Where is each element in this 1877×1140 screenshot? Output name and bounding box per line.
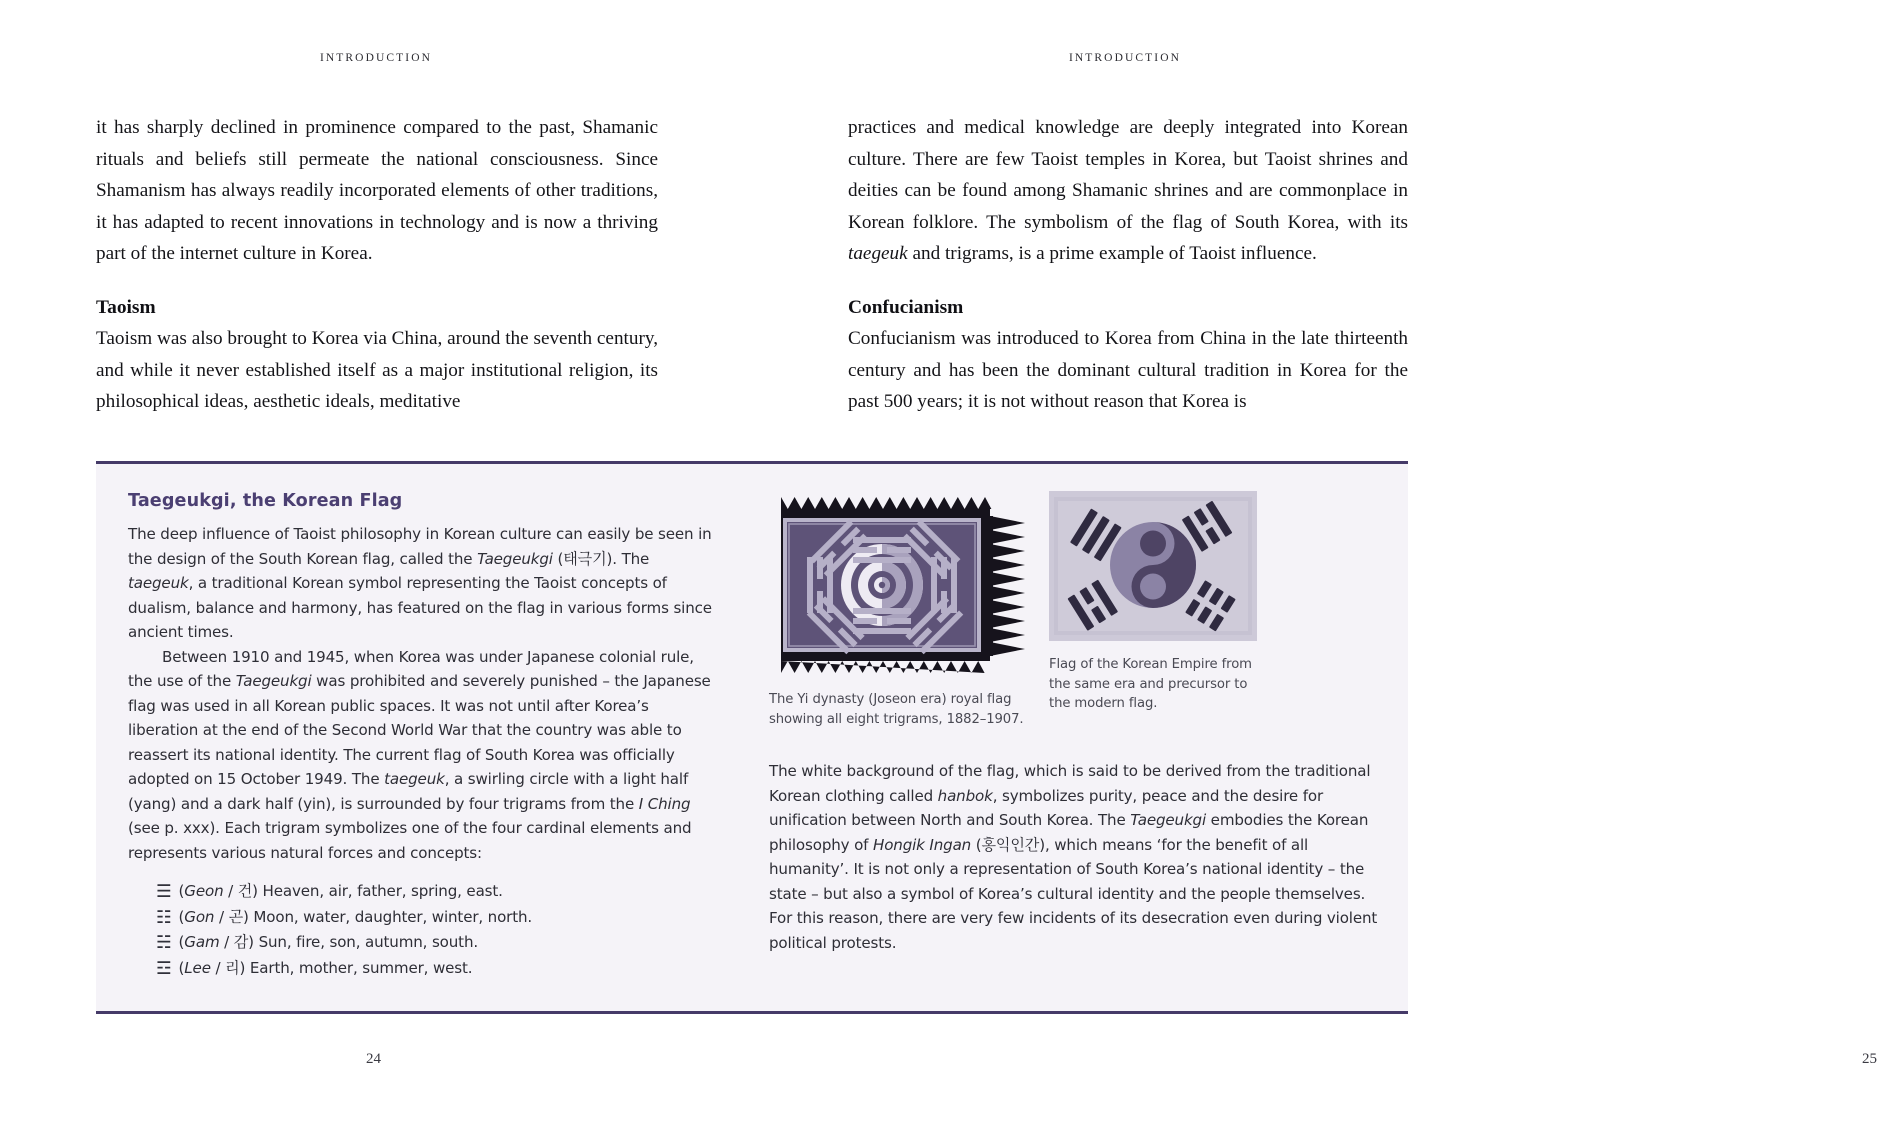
- fp2-seg2: was prohibited and severely punished – the Japanese flag was used in all Korean public spaces. It was not until after Korea’s liberation at the end of the Second World War that the country was able to reassert its national identity. The current flag of South Korea was officially adopted on 15 October 1949. The: [128, 672, 711, 788]
- trigram-item: [156, 905, 717, 931]
- trigram-roman: Gon: [184, 907, 215, 926]
- trigram-text: (Gam / 감) Sun, fire, son, autumn, south.: [178, 933, 479, 952]
- feature-box-taegeukgi: [96, 461, 1408, 1014]
- figure-yi-dynasty-flag: [769, 491, 1027, 729]
- korean-empire-flag-illustration: [1049, 491, 1257, 641]
- fc-italic2: Taegeukgi: [1130, 811, 1207, 829]
- seg-b: and trigrams, is a prime example of Taoist influence.: [907, 243, 1317, 264]
- feature-box-figure-column: [751, 464, 1408, 1011]
- slash: /: [223, 882, 238, 900]
- slash: /: [214, 907, 229, 926]
- trigram-item: [156, 930, 717, 956]
- running-head-left: INTRODUCTION: [319, 52, 433, 64]
- trigram-list: [128, 879, 717, 981]
- trigram-text: (Lee / 리) Earth, mother, summer, west.: [178, 958, 473, 977]
- trigram-item: [156, 956, 717, 982]
- figure-row: [769, 491, 1380, 729]
- yi-dynasty-flag-illustration: [769, 491, 1027, 676]
- trigram-item: [156, 879, 717, 905]
- heading-taoism: Taoism: [96, 296, 156, 318]
- feature-box-text-column: [96, 464, 751, 1011]
- figure-korean-empire-flag: [1049, 491, 1257, 714]
- fp1-seg3: , a traditional Korean symbol representing the Taoist concepts of dualism, balance and harmony, has featured on the flag in various forms since ancient times.: [128, 574, 712, 641]
- trigram-text: (Geon / 건) Heaven, air, father, spring, east.: [178, 882, 503, 900]
- trigram-roman: Lee: [184, 958, 211, 977]
- trigram-meaning: Sun, fire, son, autumn, south.: [258, 933, 479, 952]
- trigram-text: (Gon / 곤) Moon, water, daughter, winter, north.: [178, 907, 533, 926]
- feature-paragraph-1: [128, 522, 717, 645]
- trigram-meaning: Heaven, air, father, spring, east.: [262, 882, 503, 900]
- trigram-gam-icon: ☵: [156, 933, 172, 954]
- trigram-roman: Gam: [184, 933, 220, 952]
- figure-caption-korean-empire: Flag of the Korean Empire from the same era and precursor to the modern flag.: [1049, 657, 1252, 711]
- folio-right: 25: [1862, 1051, 1877, 1067]
- italic-taegeuk: taegeuk: [848, 243, 908, 264]
- slash: /: [219, 933, 234, 952]
- feature-closing-paragraph: [769, 759, 1380, 955]
- paragraph-continued-right: [848, 112, 1408, 270]
- fc-seg3: embodies the Korean philosophy of: [769, 811, 1369, 854]
- paragraph-continued-left: it has sharply declined in prominence compared to the past, Shamanic rituals and beliefs still permeate the national consciousness. Since Shamanism has always readily incorporated elements of other traditions, it has adapted to recent innovations in technology and is now a thriving part of the internet culture in Korea.: [96, 117, 658, 264]
- trigram-lee-icon: ☲: [156, 958, 172, 979]
- fc-italic3: Hongik Ingan: [873, 835, 972, 854]
- trigram-meaning: Earth, mother, summer, west.: [249, 958, 473, 977]
- paragraph-confucianism: Confucianism was introduced to Korea from China in the late thirteenth century and has been the dominant cultural tradition in Korea for the past 500 years; it is not without reason that Korea is: [848, 328, 1408, 412]
- trigram-roman: Geon: [184, 882, 224, 900]
- folio-left: 24: [366, 1051, 381, 1067]
- fp1-italic1: Taegeukgi: [477, 549, 553, 568]
- fp2-seg3: , a swirling circle with a light half (yang) and a dark half (yin), is surrounded by four trigrams from the: [128, 770, 689, 813]
- fp2-seg1: Between 1910 and 1945, when Korea was under Japanese colonial rule, the use of the: [128, 647, 694, 690]
- right-text-column: [848, 112, 1408, 418]
- running-head-right: INTRODUCTION: [1068, 52, 1182, 64]
- fc-seg1: The white background of the flag, which is said to be derived from the traditional Korean clothing called: [769, 762, 1371, 805]
- fc-seg2: , symbolizes purity, peace and the desire for unification between North and South Korea. The: [769, 786, 1324, 829]
- fp2-italic3: I Ching: [638, 794, 691, 813]
- figure-caption-yi-dynasty: The Yi dynasty (Joseon era) royal flag showing all eight trigrams, 1882–1907.: [769, 692, 1024, 727]
- trigram-hangul: 건: [237, 882, 253, 900]
- trigram-hangul: 감: [233, 933, 249, 952]
- fp1-seg1: The deep influence of Taoist philosophy in Korean culture can easily be seen in the design of the South Korean flag, called the: [128, 525, 712, 568]
- slash: /: [210, 958, 226, 977]
- fp2-italic1: Taegeukgi: [235, 672, 312, 690]
- fc-seg4: (홍익인간), which means ‘for the benefit of all humanity’. It is not only a representation of South Korea’s national identity – the state – but also a symbol of Korea’s cultural identity and the people themselves. For this reason, there are very few incidents of its desecration even during violent political protests.: [769, 835, 1378, 952]
- trigram-meaning: Moon, water, daughter, winter, north.: [253, 907, 533, 926]
- feature-paragraph-2: [128, 645, 717, 866]
- fp1-seg2: (태극기). The: [552, 549, 650, 568]
- fc-italic1: hanbok: [937, 786, 993, 805]
- feature-box-title: Taegeukgi, the Korean Flag: [128, 491, 403, 511]
- trigram-hangul: 곤: [228, 907, 244, 926]
- fp2-italic2: taegeuk: [384, 770, 445, 788]
- paragraph-taoism: Taoism was also brought to Korea via China, around the seventh century, and while it never established itself as a major institutional religion, its philosophical ideas, aesthetic ideals, meditative: [96, 328, 658, 412]
- trigram-gon-icon: ☷: [156, 907, 172, 928]
- left-text-column: [96, 112, 658, 418]
- trigram-geon-icon: ☰: [156, 882, 172, 902]
- heading-confucianism: Confucianism: [848, 296, 964, 318]
- trigram-hangul: 리: [225, 958, 240, 977]
- fp2-seg4: (see p. xxx). Each trigram symbolizes one of the four cardinal elements and represents various natural forces and concepts:: [128, 819, 692, 862]
- seg-a: practices and medical knowledge are deeply integrated into Korean culture. There are few Taoist temples in Korea, but Taoist shrines and deities can be found among Shamanic shrines and are commonplace in Korean folklore. The symbolism of the flag of South Korea, with its: [848, 117, 1408, 233]
- fp1-italic2: taegeuk: [128, 574, 189, 592]
